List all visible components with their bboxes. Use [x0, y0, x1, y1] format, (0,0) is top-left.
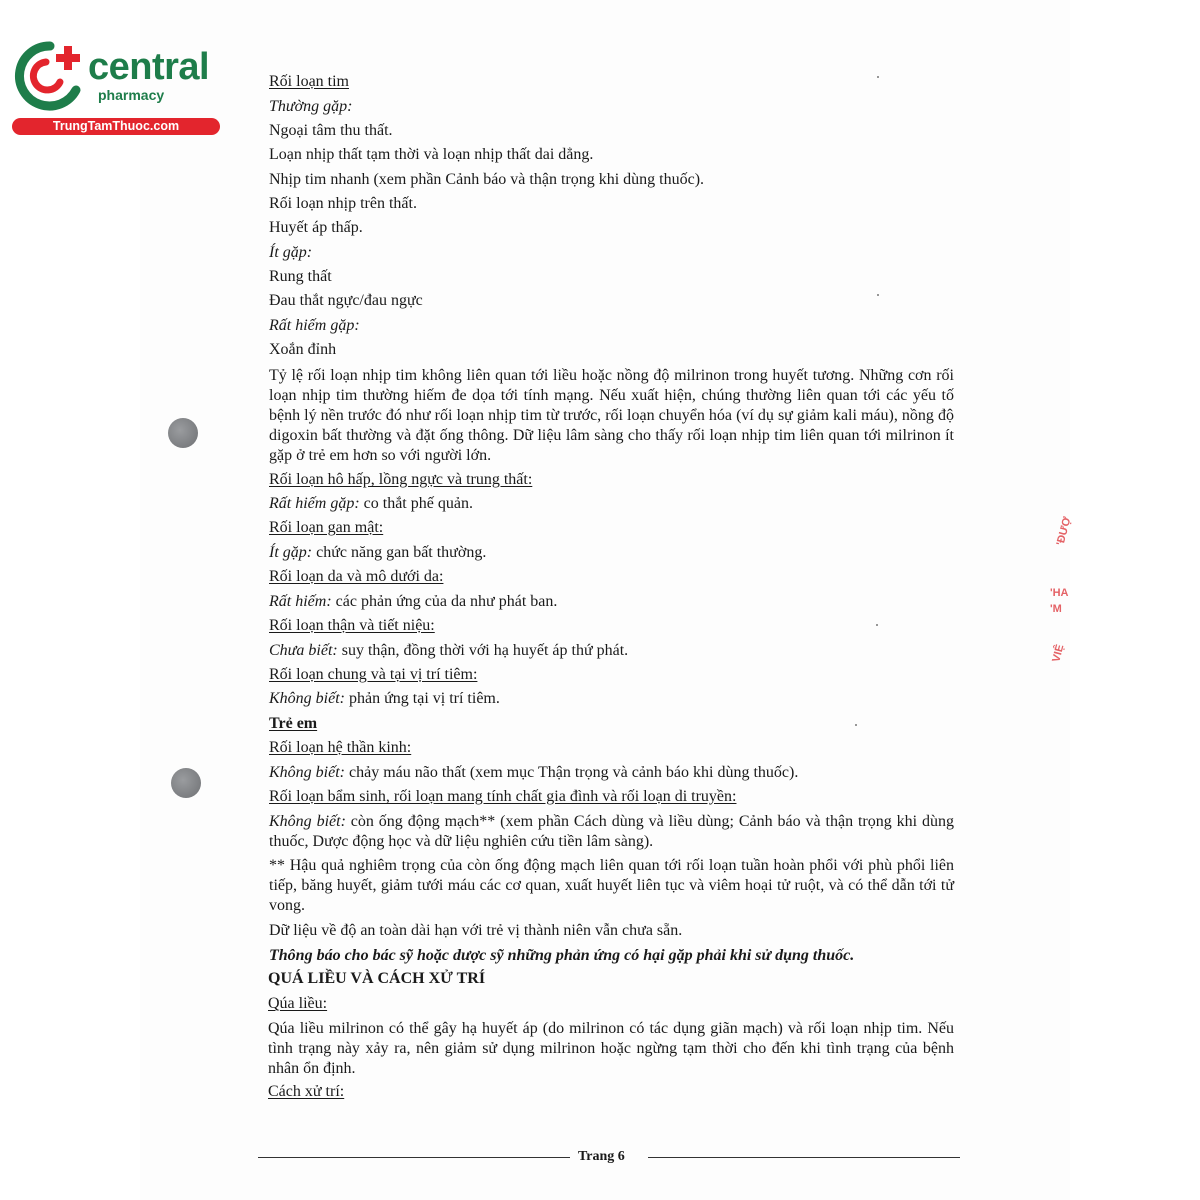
subheading-treatment: Cách xử trí: — [268, 1083, 345, 1100]
page-number: Trang 6 — [578, 1149, 625, 1164]
frequency-label: Thường gặp: — [269, 98, 353, 115]
text-line: Dữ liệu về độ an toàn dài hạn với trẻ vị thành niên vẫn chưa sẵn. — [269, 922, 683, 939]
stamp-fragment: 'M — [1050, 603, 1062, 615]
punch-hole — [171, 768, 201, 798]
footer-rule — [648, 1157, 960, 1158]
stamp-fragment: 'HA — [1050, 587, 1069, 599]
section-heading-liver: Rối loạn gan mật: — [269, 519, 384, 536]
text-line-skin: Rất hiếm: các phản ứng của da như phát ban. — [269, 593, 558, 610]
paragraph-ductus-footnote: ** Hậu quả nghiêm trọng của còn ống động mạch liên quan tới rối loạn tuần hoàn phổi với phù phổi liên tiếp, băng huyết, giảm tưới máu các cơ quan, xuất huyết liên tục và viêm hoại tử ruột, và có thể dẫn tới tử vong. — [269, 857, 954, 914]
central-pharmacy-logo[interactable] — [10, 38, 220, 138]
text-line: Nhịp tim nhanh (xem phần Cảnh báo và thận trọng khi dùng thuốc). — [269, 171, 705, 188]
text-line-neuro: Không biết: chảy máu não thất (xem mục Thận trọng và cảnh báo khi dùng thuốc). — [269, 764, 799, 781]
section-heading-children: Trẻ em — [269, 715, 318, 732]
footer-rule — [258, 1157, 570, 1158]
logo-sub-text: pharmacy — [98, 87, 165, 103]
paragraph-arrhythmia: Tỷ lệ rối loạn nhịp tim không liên quan tới liều hoặc nồng độ milrinon trong huyết tương. Những cơn rối loạn nhịp tim thường hiếm đe dọa tới tính mạng. Nếu xuất hiện, chúng thường liên quan tới các yếu tố bệnh lý nền trước đó như rối loạn nhịp tim từ trước, rối loạn chuyển hóa (ví dụ sự giảm kali máu), nồng độ digoxin bất thường và đặt ống thông. Dữ liệu lâm sàng cho thấy rối loạn nhịp tim liên quan tới milrinon ít gặp ở trẻ em hơn so với người lớn. — [269, 367, 954, 464]
section-heading-cardiac: Rối loạn tim — [269, 73, 349, 90]
text-line: Xoắn đỉnh — [269, 341, 337, 358]
section-heading-congenital: Rối loạn bẩm sinh, rối loạn mang tính chất gia đình và rối loạn di truyền: — [269, 788, 737, 805]
text-line-liver: Ít gặp: chức năng gan bất thường. — [269, 544, 487, 561]
section-heading-kidney: Rối loạn thận và tiết niệu: — [269, 617, 435, 634]
section-heading-respiratory: Rối loạn hô hấp, lồng ngực và trung thất: — [269, 471, 533, 488]
subheading-overdose: Qúa liều: — [268, 995, 328, 1012]
report-notice: Thông báo cho bác sỹ hoặc dược sỹ những phản ứng có hại gặp phải khi sử dụng thuốc. — [269, 947, 855, 964]
section-heading-overdose: QUÁ LIỀU VÀ CÁCH XỬ TRÍ — [268, 970, 486, 987]
text-line-general: Không biết: phản ứng tại vị trí tiêm. — [269, 690, 500, 707]
frequency-label: Rất hiếm gặp: — [269, 317, 360, 334]
text-line-kidney: Chưa biết: suy thận, đồng thời với hạ huyết áp thứ phát. — [269, 642, 629, 659]
stamp-fragment: 'ĐƯỢ — [1054, 515, 1074, 547]
punch-hole — [168, 418, 198, 448]
text-line: Huyết áp thấp. — [269, 219, 363, 236]
section-heading-skin: Rối loạn da và mô dưới da: — [269, 568, 444, 585]
text-line: Đau thắt ngực/đau ngực — [269, 292, 423, 309]
pharmacy-cross-logo-icon — [10, 38, 90, 116]
section-heading-general: Rối loạn chung và tại vị trí tiêm: — [269, 666, 478, 683]
paragraph-overdose: Qúa liều milrinon có thể gây hạ huyết áp (do milrinon có tác dụng giãn mạch) và rối loạn nhịp tim. Nếu tình trạng này xảy ra, nên giảm sử dụng milrinon hoặc ngừng tạm thời cho đến khi tình trạng của bệnh nhân ổn định. — [268, 1020, 954, 1077]
section-heading-neuro: Rối loạn hệ thần kinh: — [269, 739, 412, 756]
text-line: Rối loạn nhịp trên thất. — [269, 195, 417, 212]
text-line: Loạn nhịp thất tạm thời và loạn nhịp thất dai dẳng. — [269, 146, 594, 163]
paragraph-congenital: Không biết: còn ống động mạch** (xem phần Cách dùng và liều dùng; Cảnh báo và thận trọng khi dùng thuốc, Dược động học và dữ liệu nghiên cứu tiền lâm sàng). — [269, 813, 954, 850]
text-line: Ngoại tâm thu thất. — [269, 122, 393, 139]
stamp-fragment: VIỆ — [1050, 643, 1067, 664]
frequency-label: Ít gặp: — [269, 244, 313, 261]
logo-site-bar: TrungTamThuoc.com — [12, 118, 220, 135]
text-line-respiratory: Rất hiếm gặp: co thắt phế quản. — [269, 495, 473, 512]
logo-brand-text: central — [88, 46, 210, 88]
text-line: Rung thất — [269, 268, 332, 285]
